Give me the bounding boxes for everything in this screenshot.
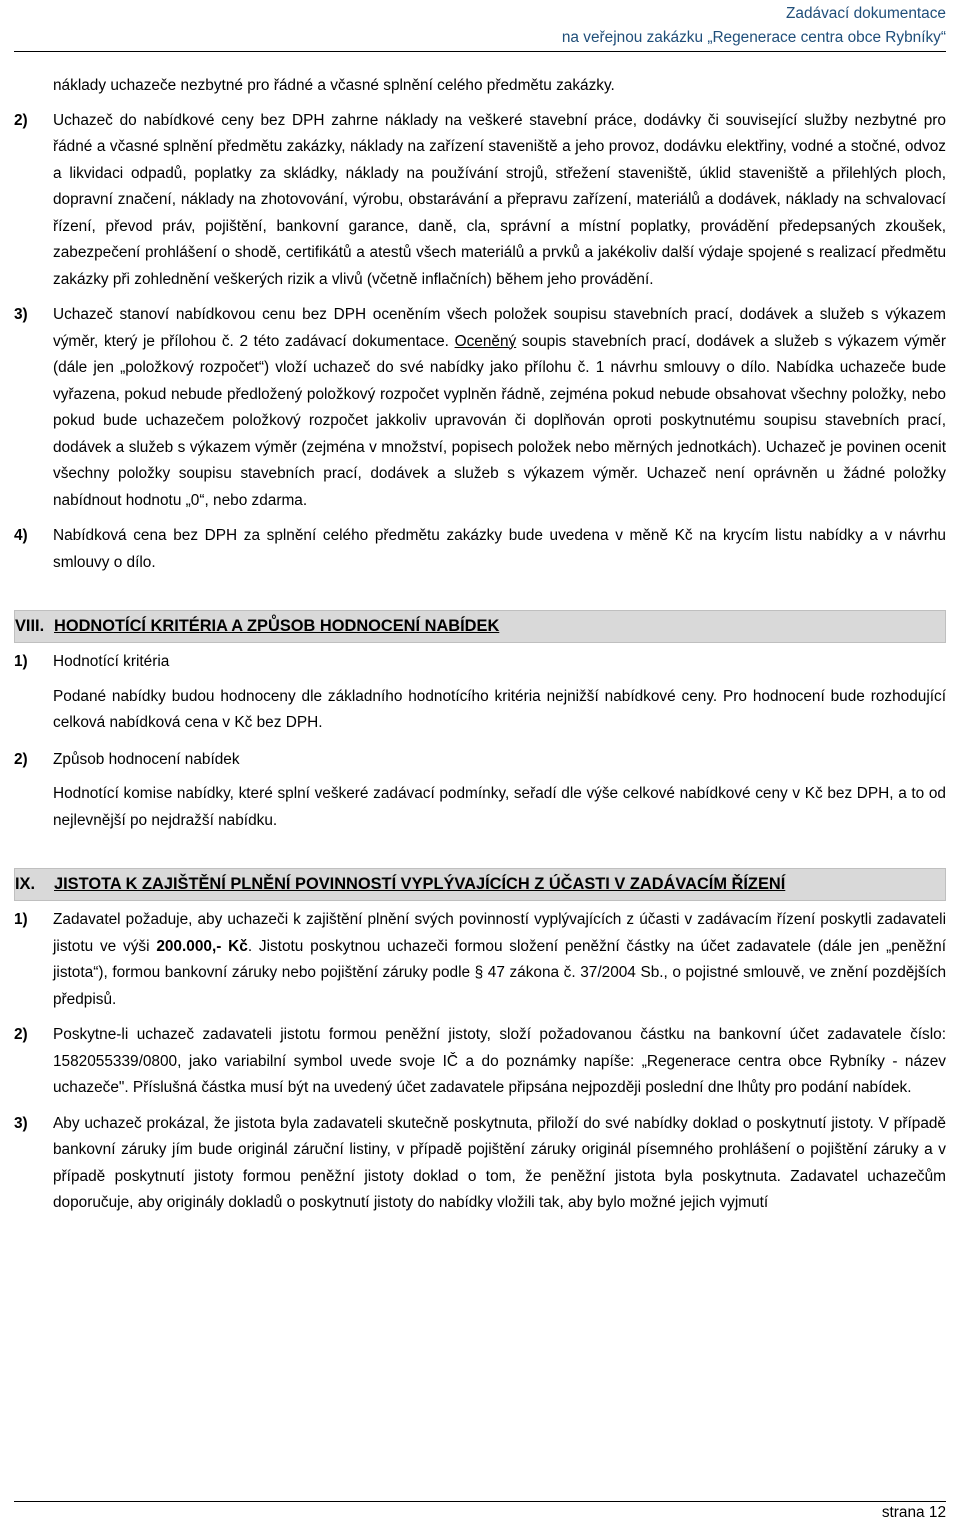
item-number: 1) [14, 911, 28, 928]
section-heading-viii [14, 610, 946, 643]
continuation-paragraph: náklady uchazeče nezbytné pro řádné a včasné splnění celého předmětu zakázky. [53, 77, 615, 94]
header-rule [14, 51, 946, 52]
header-subtitle: na veřejnou zakázku „Regenerace centra obce Rybníky“ [561, 29, 946, 46]
item-text: Aby uchazeč prokázal, že jistota byla zadavateli skutečně poskytnuta, přiloží do své nabídky doklad o poskytnutí jistoty. V případě bankovní záruky jím bude originál záruční listiny, v případě pojištění záruky originál písemného prohlášení o pojištění záruky a v případě poskytnutí jistoty formou peněžní jistoty doklad o tom, že peněžní jistota byla poskytnuta. Zadavatel uchazečům doporučuje, aby originály dokladů o poskytnutí jistoty do nabídky vložili tak, aby bylo možné jejich vyjmutí [53, 1114, 946, 1211]
list-item [14, 747, 946, 774]
page-number: strana 12 [881, 1504, 946, 1521]
item-text: Podané nabídky budou hodnoceny dle základního hodnotícího kritéria nejnižší nabídkové ceny. Pro hodnocení bude rozhodující celková nabídková cena v Kč bez DPH. [53, 687, 946, 731]
item-number: 4) [14, 527, 28, 544]
section-title: JISTOTA K ZAJIŠTĚNÍ PLNĚNÍ POVINNOSTÍ VYPLÝVAJÍCÍCH Z ÚČASTI V ZADÁVACÍM ŘÍZENÍ [54, 875, 786, 893]
item-heading: Způsob hodnocení nabídek [53, 750, 240, 768]
item-heading: Hodnotící kritéria [53, 653, 170, 670]
item-number: 2) [14, 1026, 28, 1043]
item-text-underlined: Oceněný [454, 332, 517, 350]
item-number: 2) [14, 750, 28, 768]
item-number: 1) [14, 653, 28, 670]
section-title: HODNOTÍCÍ KRITÉRIA A ZPŮSOB HODNOCENÍ NABÍDEK [54, 617, 500, 635]
document-body [14, 73, 946, 1217]
footer-rule [14, 1501, 946, 1502]
item-text: Uchazeč do nabídkové ceny bez DPH zahrne náklady na veškeré stavební práce, dodávky či související služby nezbytné pro řádné a včasné splnění předmětu zakázky, náklady na zařízení staveniště a jeho provoz, dodávku elektřiny, vodné a stočné, odvoz a likvidaci odpadů, poplatky za skládky, náklady na používání strojů, střežení staveniště, úklid staveniště a přilehlých ploch, dopravní značení, náklady na zhotovování, výrobu, obstarávání a přepravu zařízení, materiálů a dodávek, náklady na schvalovací řízení, převod práv, pojištění, bankovní garance, daně, cla, správní a místní poplatky, provádění předepsaných zkoušek, zabezpečení prohlášení o shodě, certifikátů a atestů všech materiálů a prvků a jakékoliv další výdaje spojené s realizací předmětu zakázky při zohlednění veškerých rizik a vlivů (včetně inflačních) během jeho provádění. [53, 111, 946, 288]
item-text-part: Zadavatel požaduje, aby uchazeči k zajištění plnění svých povinností vyplývajících z účasti v zadávacím řízení poskytli zadavateli jistotu ve výši [53, 911, 946, 955]
list-item [14, 302, 946, 514]
list-item [14, 907, 946, 1013]
item-text: Nabídková cena bez DPH za splnění celého předmětu zakázky bude uvedena v měně Kč na krycím listu nabídky a v návrhu smlouvy o dílo. [53, 527, 946, 571]
item-text: Poskytne-li uchazeč zadavateli jistotu formou peněžní jistoty, složí požadovanou částku na bankovní účet zadavatele číslo: 1582055339/0800, jako variabilní symbol uvede svoje IČ a do poznámky napíše: „Regenerace centra obce Rybníky - název uchazeče". Příslušná částka musí být na uvedený účet zadavatele připsána nejpozději poslední dne lhůty pro podání nabídek. [53, 1026, 946, 1096]
list-item [14, 649, 946, 676]
item-text-part: Uchazeč stanoví nabídkovou cenu bez DPH oceněním všech položek soupisu stavebních prací, dodávek a služeb s výkazem výměr, který je přílohou č. 2 této zadávací dokumentace. [53, 306, 946, 350]
section-number: IX. [15, 875, 36, 893]
list-item [14, 108, 946, 294]
item-number: 3) [14, 306, 28, 323]
section-heading-ix [14, 868, 946, 901]
header-title: Zadávací dokumentace [786, 5, 946, 22]
item-text-part: . Jistotu poskytnou uchazeči formou složení peněžní částky na účet zadavatele (dále jen „peněžní jistota“), formou bankovní záruky nebo pojištění záruky podle § 47 zákona č. 37/2004 Sb., o pojistné smlouvě, ve znění pozdějších předpisů. [53, 937, 946, 1008]
page-header [562, 2, 946, 50]
item-text-bold: 200.000,- Kč [156, 937, 248, 955]
item-number: 2) [14, 111, 28, 129]
section-number: VIII. [15, 617, 45, 635]
item-text-part: soupis stavebních prací, dodávek a služeb s výkazem výměr (dále jen „položkový rozpočet“) vloží uchazeč do své nabídky jako přílohu č. 1 návrhu smlouvy o dílo. Nabídka uchazeče bude vyřazena, pokud nebude předložený položkový rozpočet vyplněn řádně, zejména pokud nebude obsahovat všechny položky, nebo pokud bude uchazečem položkový rozpočet jakkoliv upravován či doplňován oproti poskytnutému soupisu stavebních prací, dodávek a služeb s výkazem výměr (zejména v množství, popisech položek nebo měrných jednotkách). Uchazeč je povinen ocenit všechny položky soupisu stavebních prací, dodávek a služeb s výkazem výměr. Uchazeč není oprávněn u žádné položky nabídnout hodnotu „0“, nebo zdarma. [53, 332, 946, 509]
list-item [14, 1111, 946, 1217]
item-number: 3) [14, 1114, 28, 1132]
list-item [14, 1022, 946, 1102]
item-text: Hodnotící komise nabídky, které splní veškeré zadávací podmínky, seřadí dle výše celkové nabídkové ceny v Kč bez DPH, a to od nejlevnější po nejdražší nabídku. [53, 785, 946, 829]
list-item [14, 523, 946, 576]
item-text [53, 907, 946, 1013]
item-text [53, 302, 946, 514]
